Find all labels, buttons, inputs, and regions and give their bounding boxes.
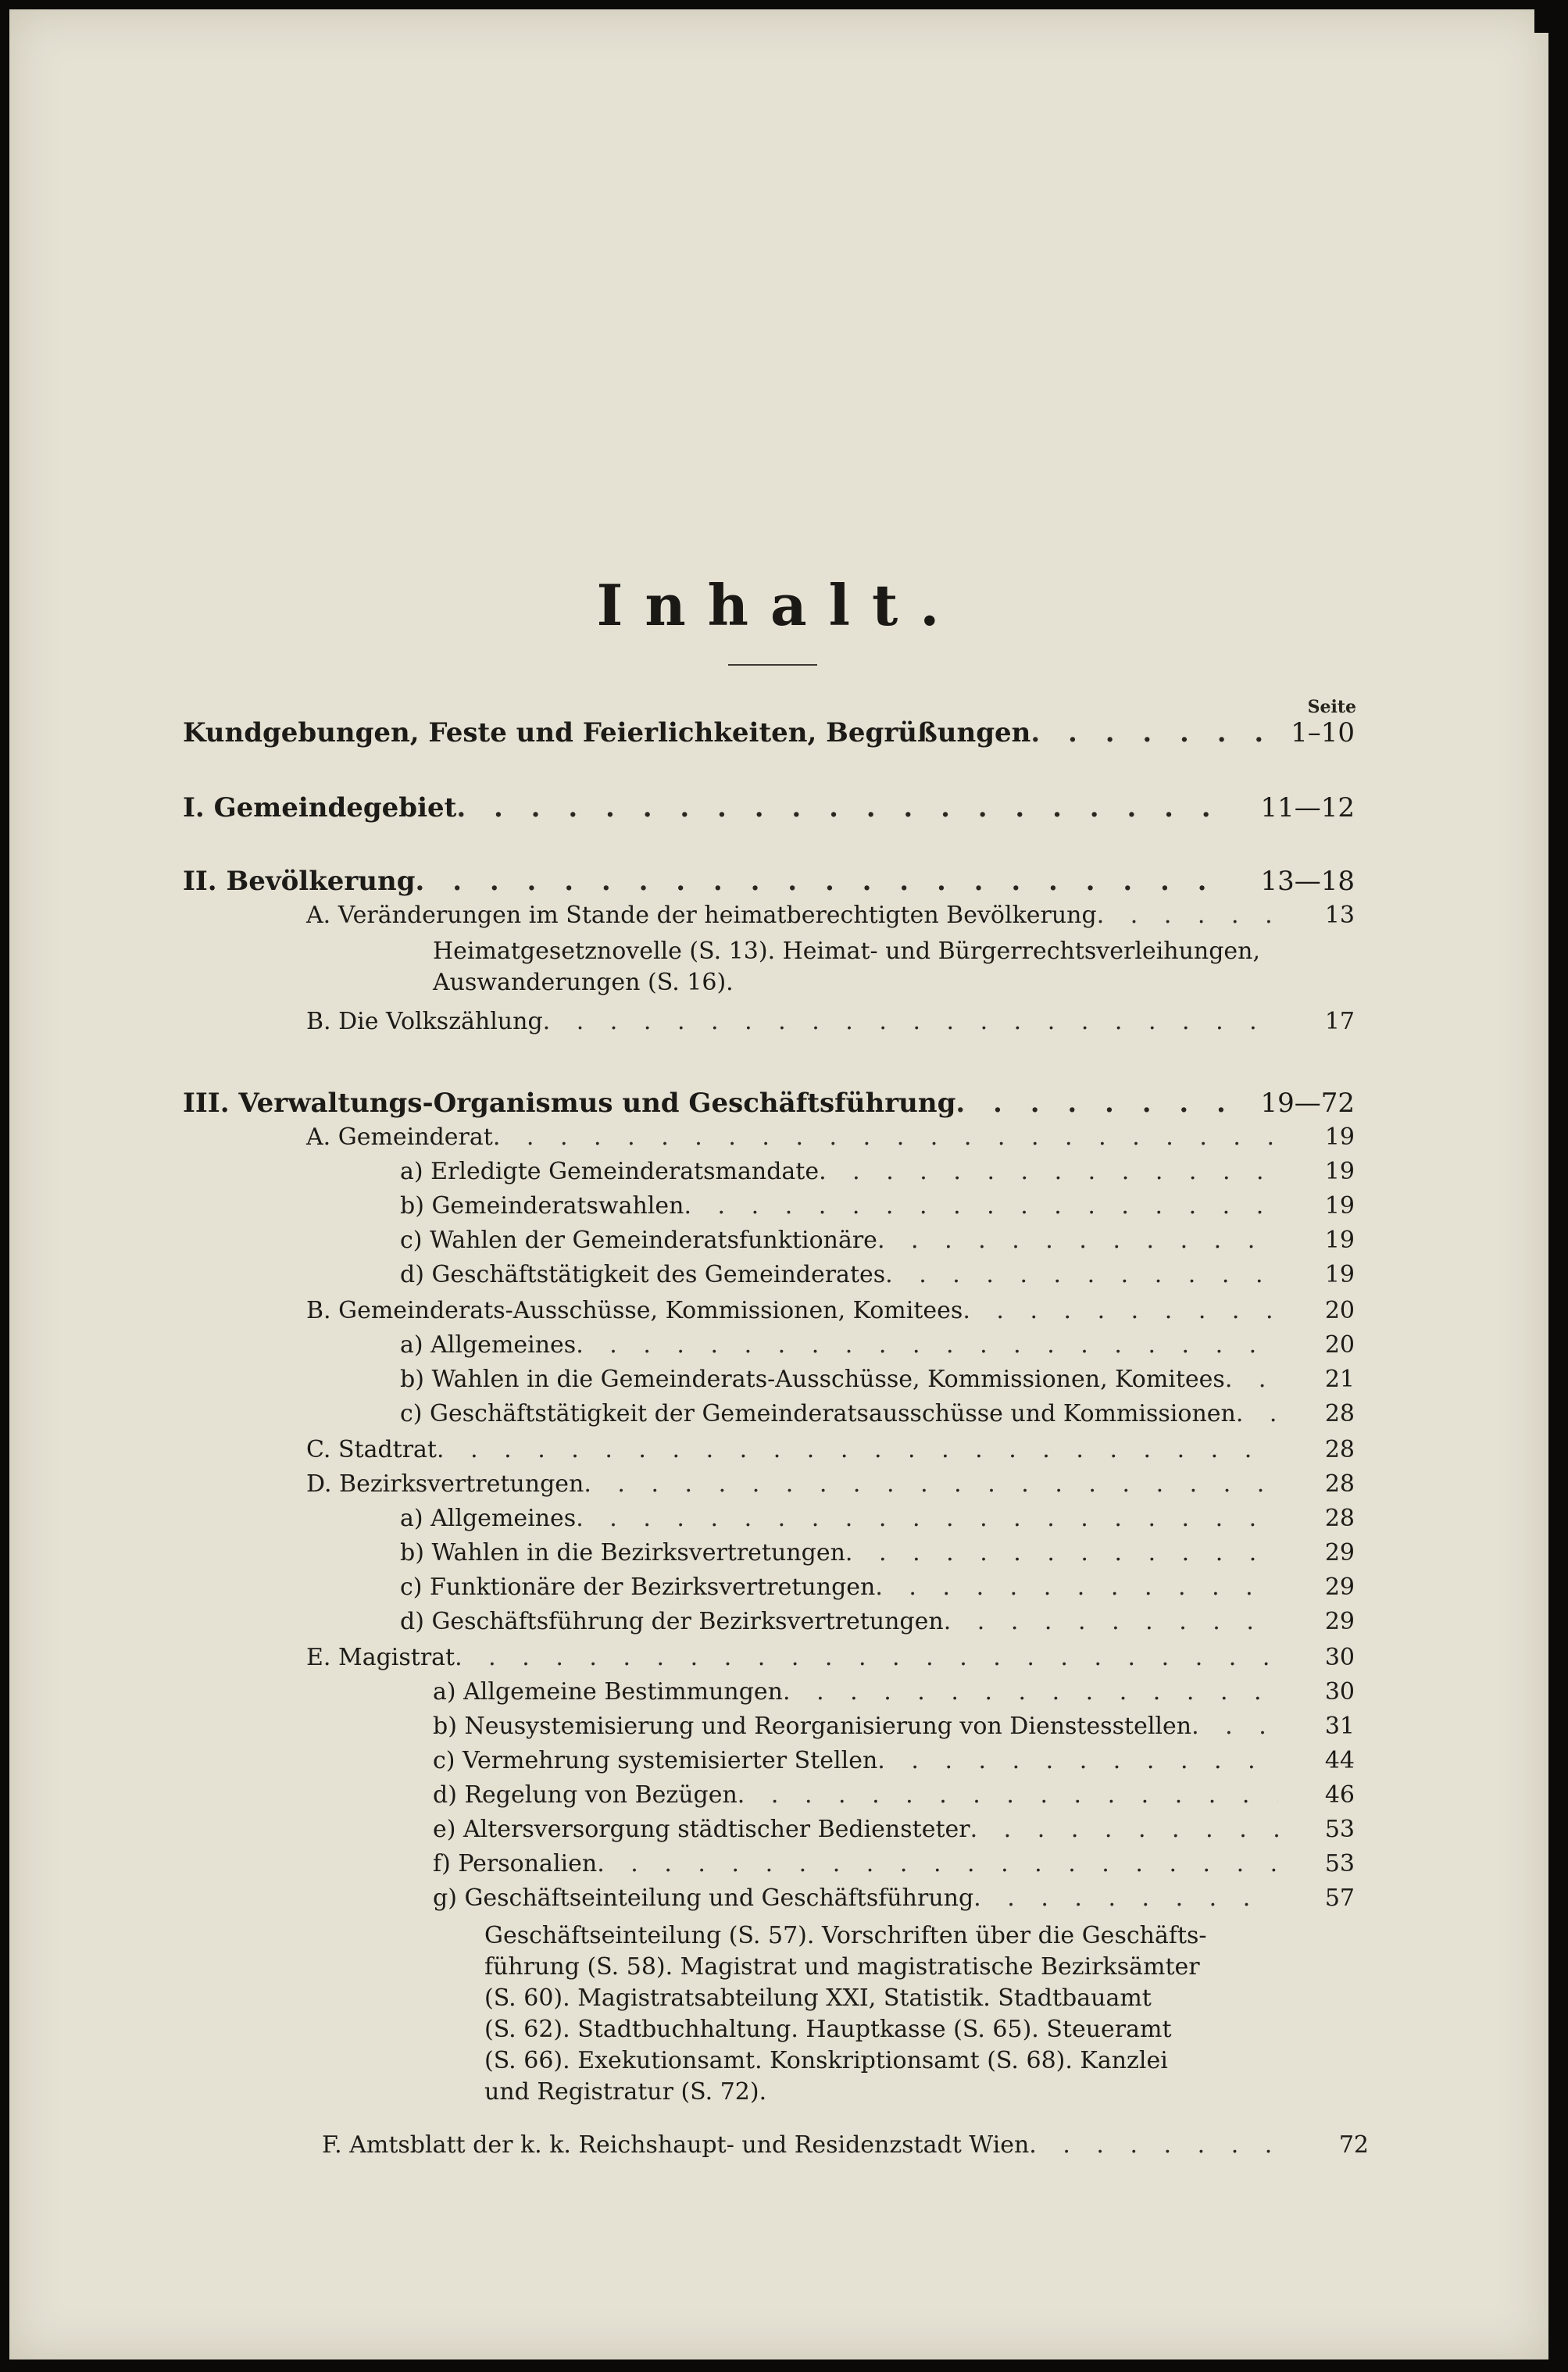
toc-entry (183, 1088, 1355, 1119)
dot-leader (543, 1008, 1278, 1035)
dot-leader (584, 1470, 1277, 1498)
toc-entry (433, 1713, 1355, 1740)
toc-entry-label: d) Regelung von Bezügen (433, 1781, 738, 1809)
toc-entry-page: 46 (1324, 1781, 1355, 1809)
toc-entry-page: 57 (1324, 1884, 1355, 1912)
toc-entry (306, 1123, 1355, 1151)
toc-entry-page: 21 (1324, 1366, 1355, 1393)
toc-entry-label: b) Wahlen in die Bezirksvertretungen (400, 1539, 845, 1566)
dot-leader (456, 792, 1237, 823)
toc-entry-label: b) Neusystemisierung und Reorganisierung von Dienstesstellen (433, 1713, 1192, 1740)
page-corner-mark (1534, 9, 1548, 33)
toc-entry (306, 1644, 1355, 1671)
toc-entry (433, 1678, 1355, 1706)
toc-entry (306, 1297, 1355, 1324)
dot-leader (877, 1227, 1278, 1254)
dot-leader (455, 1644, 1278, 1671)
toc-entry (400, 1366, 1355, 1393)
dot-leader (944, 1608, 1278, 1635)
toc-entry-label: b) Gemeinderatswahlen (400, 1192, 684, 1220)
toc-entry-page: 72 (1338, 2131, 1369, 2159)
dot-leader (576, 1505, 1278, 1532)
toc-entry (433, 1781, 1355, 1809)
toc-entry-page: 31 (1324, 1713, 1355, 1740)
dot-leader (783, 1678, 1278, 1706)
toc-note-line: Geschäftseinteilung (S. 57). Vorschriften über die Geschäfts- (484, 1922, 1207, 1949)
toc-entry-page: 30 (1324, 1678, 1355, 1706)
toc-entry-label: Kundgebungen, Feste und Feierlichkeiten, Begrüßungen (183, 717, 1031, 748)
toc-entry (433, 1884, 1355, 1912)
toc-entry-label: A. Veränderungen im Stande der heimatberechtigten Bevölkerung (306, 902, 1097, 929)
toc-entry-page: 13 (1324, 902, 1355, 929)
toc-entry (400, 1505, 1355, 1532)
toc-entry-label: A. Gemeinderat (306, 1123, 493, 1151)
dot-leader (437, 1436, 1278, 1463)
toc-entry-page: 28 (1324, 1505, 1355, 1532)
toc-entry-label: a) Allgemeines (400, 1505, 577, 1532)
toc-entry-page: 20 (1324, 1297, 1355, 1324)
toc-note-line: führung (S. 58). Magistrat und magistratische Bezirksämter (484, 1953, 1200, 1981)
toc-note-line: Heimatgesetznovelle (S. 13). Heimat- und Bürgerrechtsverleihungen, (433, 938, 1261, 965)
toc-entry (306, 1470, 1355, 1498)
page-column-header: Seite (1307, 697, 1356, 717)
toc-entry (400, 1574, 1355, 1601)
toc-entry-page: 29 (1324, 1539, 1355, 1566)
dot-leader (963, 1297, 1278, 1324)
toc-entry-label: g) Geschäftseinteilung und Geschäftsführung (433, 1884, 974, 1912)
toc-entry-label: C. Stadtrat (306, 1436, 437, 1463)
document-page (9, 9, 1548, 2359)
toc-entry-label: e) Altersversorgung städtischer Bediensteter (433, 1816, 970, 1843)
toc-entry-label: III. Verwaltungs-Organismus und Geschäftsführung (183, 1088, 956, 1119)
toc-note (484, 1920, 1242, 2108)
toc-entry (400, 1227, 1355, 1254)
toc-entry-page: 28 (1324, 1436, 1355, 1463)
toc-entry (433, 1816, 1355, 1843)
toc-entry-label: c) Funktionäre der Bezirksvertretungen (400, 1574, 876, 1601)
toc-entry-page: 19 (1324, 1158, 1355, 1185)
dot-leader (1191, 1713, 1294, 1740)
toc-entry-page: 30 (1324, 1644, 1355, 1671)
toc-entry (433, 1747, 1355, 1774)
toc-entry (400, 1192, 1355, 1220)
toc-entry-label: a) Erledigte Gemeinderatsmandate (400, 1158, 820, 1185)
toc-entry (322, 2131, 1369, 2159)
toc-entry (400, 1608, 1355, 1635)
dot-leader (875, 1574, 1277, 1601)
toc-entry-page: 29 (1324, 1608, 1355, 1635)
dot-leader (845, 1539, 1278, 1566)
dot-leader (1236, 1400, 1294, 1427)
toc-entry (400, 1400, 1355, 1427)
dot-leader (973, 1884, 1278, 1912)
toc-entry-page: 44 (1324, 1747, 1355, 1774)
toc-entry-label: f) Personalien (433, 1850, 598, 1877)
toc-entry-label: B. Gemeinderats-Ausschüsse, Kommissionen, Komitees (306, 1297, 963, 1324)
dot-leader (684, 1192, 1277, 1220)
toc-entry-label: a) Allgemeines (400, 1331, 577, 1359)
toc-entry (183, 866, 1355, 897)
dot-leader (738, 1781, 1278, 1809)
toc-entry-label: F. Amtsblatt der k. k. Reichshaupt- und Residenzstadt Wien (322, 2131, 1030, 2159)
toc-entry-page: 1–10 (1291, 717, 1355, 748)
dot-leader (493, 1123, 1278, 1151)
toc-note (433, 936, 1261, 998)
toc-entry-page: 28 (1324, 1400, 1355, 1427)
toc-entry (400, 1331, 1355, 1359)
dot-leader (885, 1261, 1278, 1288)
toc-entry-page: 19 (1324, 1192, 1355, 1220)
dot-leader (877, 1747, 1278, 1774)
dot-leader (597, 1850, 1278, 1877)
toc-entry-label: c) Vermehrung systemisierter Stellen (433, 1747, 878, 1774)
toc-entry-page: 19 (1324, 1261, 1355, 1288)
toc-entry-label: E. Magistrat (306, 1644, 455, 1671)
toc-entry (306, 1008, 1355, 1035)
toc-entry-page: 17 (1324, 1008, 1355, 1035)
toc-entry (400, 1261, 1355, 1288)
toc-note-line: (S. 66). Exekutionsamt. Konskriptionsamt (S. 68). Kanzlei (484, 2047, 1168, 2074)
toc-entry-page: 19 (1324, 1227, 1355, 1254)
toc-entry-page: 53 (1324, 1816, 1355, 1843)
dot-leader (1097, 902, 1278, 929)
toc-entry-label: B. Die Volkszählung (306, 1008, 543, 1035)
toc-note-line: und Registratur (S. 72). (484, 2078, 767, 2106)
toc-entry-label: c) Geschäftstätigkeit der Gemeinderatsausschüsse und Kommissionen (400, 1400, 1236, 1427)
toc-entry-label: b) Wahlen in die Gemeinderats-Ausschüsse, Kommissionen, Komitees (400, 1366, 1225, 1393)
dot-leader (576, 1331, 1278, 1359)
dot-leader (1030, 717, 1267, 748)
dot-leader (819, 1158, 1278, 1185)
toc-entry-label: II. Bevölkerung (183, 866, 416, 897)
toc-entry-page: 20 (1324, 1331, 1355, 1359)
toc-entry-page: 11—12 (1260, 792, 1355, 823)
toc-entry (306, 902, 1355, 929)
toc-note-line: (S. 62). Stadtbuchhaltung. Hauptkasse (S. 65). Steueramt (484, 2016, 1172, 2043)
dot-leader (1029, 2131, 1277, 2159)
toc-entry (433, 1850, 1355, 1877)
dot-leader (416, 866, 1238, 897)
toc-entry (183, 717, 1355, 748)
toc-entry (183, 792, 1355, 823)
page-title: Inhalt. (596, 572, 962, 638)
toc-entry-page: 13—18 (1260, 866, 1355, 897)
dot-leader (1225, 1366, 1294, 1393)
toc-entry-page: 53 (1324, 1850, 1355, 1877)
toc-entry-page: 19 (1324, 1123, 1355, 1151)
toc-entry-label: D. Bezirksvertretungen (306, 1470, 584, 1498)
toc-entry-label: d) Geschäftsführung der Bezirksvertretungen (400, 1608, 944, 1635)
toc-entry-label: I. Gemeindegebiet (183, 792, 457, 823)
dot-leader (970, 1816, 1278, 1843)
toc-entry (306, 1436, 1355, 1463)
title-divider (728, 664, 817, 666)
dot-leader (955, 1088, 1237, 1119)
toc-entry-label: d) Geschäftstätigkeit des Gemeinderates (400, 1261, 886, 1288)
toc-entry (400, 1539, 1355, 1566)
toc-entry-page: 28 (1324, 1470, 1355, 1498)
toc-entry-label: c) Wahlen der Gemeinderatsfunktionäre (400, 1227, 877, 1254)
toc-entry-page: 19—72 (1260, 1088, 1355, 1119)
toc-note-line: (S. 60). Magistratsabteilung XXI, Statistik. Stadtbauamt (484, 1984, 1152, 2012)
toc-entry (400, 1158, 1355, 1185)
toc-entry-page: 29 (1324, 1574, 1355, 1601)
toc-note-line: Auswanderungen (S. 16). (433, 969, 734, 996)
toc-entry-label: a) Allgemeine Bestimmungen (433, 1678, 784, 1706)
